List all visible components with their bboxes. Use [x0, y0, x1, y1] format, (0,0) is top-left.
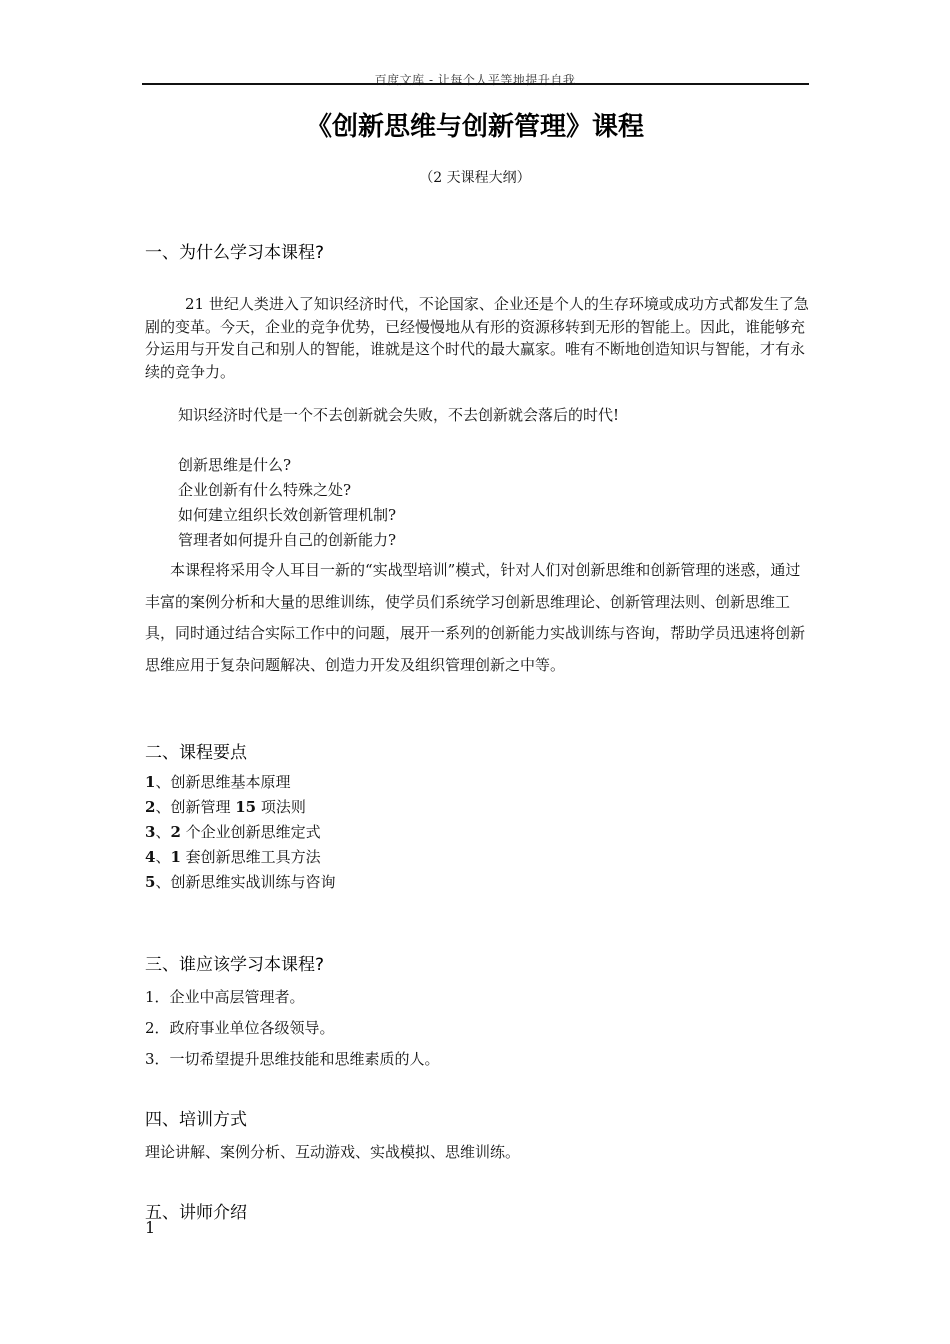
section-4-heading: 四、培训方式: [145, 1110, 247, 1130]
list-item: 1．企业中高层管理者。: [145, 988, 305, 1006]
list-item: 4、1 套创新思维工具方法: [145, 848, 321, 866]
section-1-closing-paragraph: 本课程将采用令人耳目一新的“实战型培训”模式，针对人们对创新思维和创新管理的迷惑，通过丰富的案例分析和大量的思维训练，使学员们系统学习创新思维理论、创新管理法则、创新思维工具，同时通过结合实际工作中的问题，展开一系列的创新能力实战训练与咨询，帮助学员迅速将创新思维应用于复杂问题解决、创造力开发及组织管理创新之中等。: [145, 561, 806, 674]
document-title: 《创新思维与创新管理》课程: [305, 112, 644, 142]
list-item: 2．政府事业单位各级领导。: [145, 1019, 335, 1037]
section-2-heading: 二、课程要点: [145, 743, 247, 763]
key-points-list: [145, 770, 335, 895]
list-item: 2、创新管理 15 项法则: [145, 798, 306, 816]
section-1-heading: 一、为什么学习本课程?: [145, 243, 325, 263]
list-item: 1、创新思维基本原理: [145, 773, 291, 791]
page-header: 百度文库 - 让每个人平等地提升自我: [374, 73, 576, 87]
page-number: 1: [145, 1218, 156, 1237]
audience-list: [145, 982, 440, 1075]
training-methods-text: 理论讲解、案例分析、互动游戏、实战模拟、思维训练。: [145, 1143, 521, 1161]
document-subtitle: （2 天课程大纲）: [419, 170, 531, 186]
question-item: 如何建立组织长效创新管理机制?: [178, 506, 397, 524]
list-item: 5、创新思维实战训练与咨询: [145, 873, 336, 891]
question-item: 创新思维是什么?: [178, 456, 292, 474]
section-1-slogan: 知识经济时代是一个不去创新就会失败，不去创新就会落后的时代!: [178, 406, 620, 424]
question-item: 管理者如何提升自己的创新能力?: [178, 531, 397, 549]
section-5-heading: 五、讲师介绍: [145, 1203, 247, 1223]
list-item: 3、2 个企业创新思维定式: [145, 823, 321, 841]
list-item: 3．一切希望提升思维技能和思维素质的人。: [145, 1050, 440, 1068]
header-divider: [142, 83, 809, 85]
section-1-paragraph: 21 世纪人类进入了知识经济时代，不论国家、企业还是个人的生存环境或成功方式都发生了急剧的变革。今天，企业的竞争优势，已经慢慢地从有形的资源移转到无形的智能上。因此，谁能够充分运用与开发自己和别人的智能，谁就是这个时代的最大赢家。唯有不断地创造知识与智能，才有永续的竞争力。: [145, 295, 809, 381]
section-3-heading: 三、谁应该学习本课程?: [145, 955, 325, 975]
question-item: 企业创新有什么特殊之处?: [178, 481, 352, 499]
